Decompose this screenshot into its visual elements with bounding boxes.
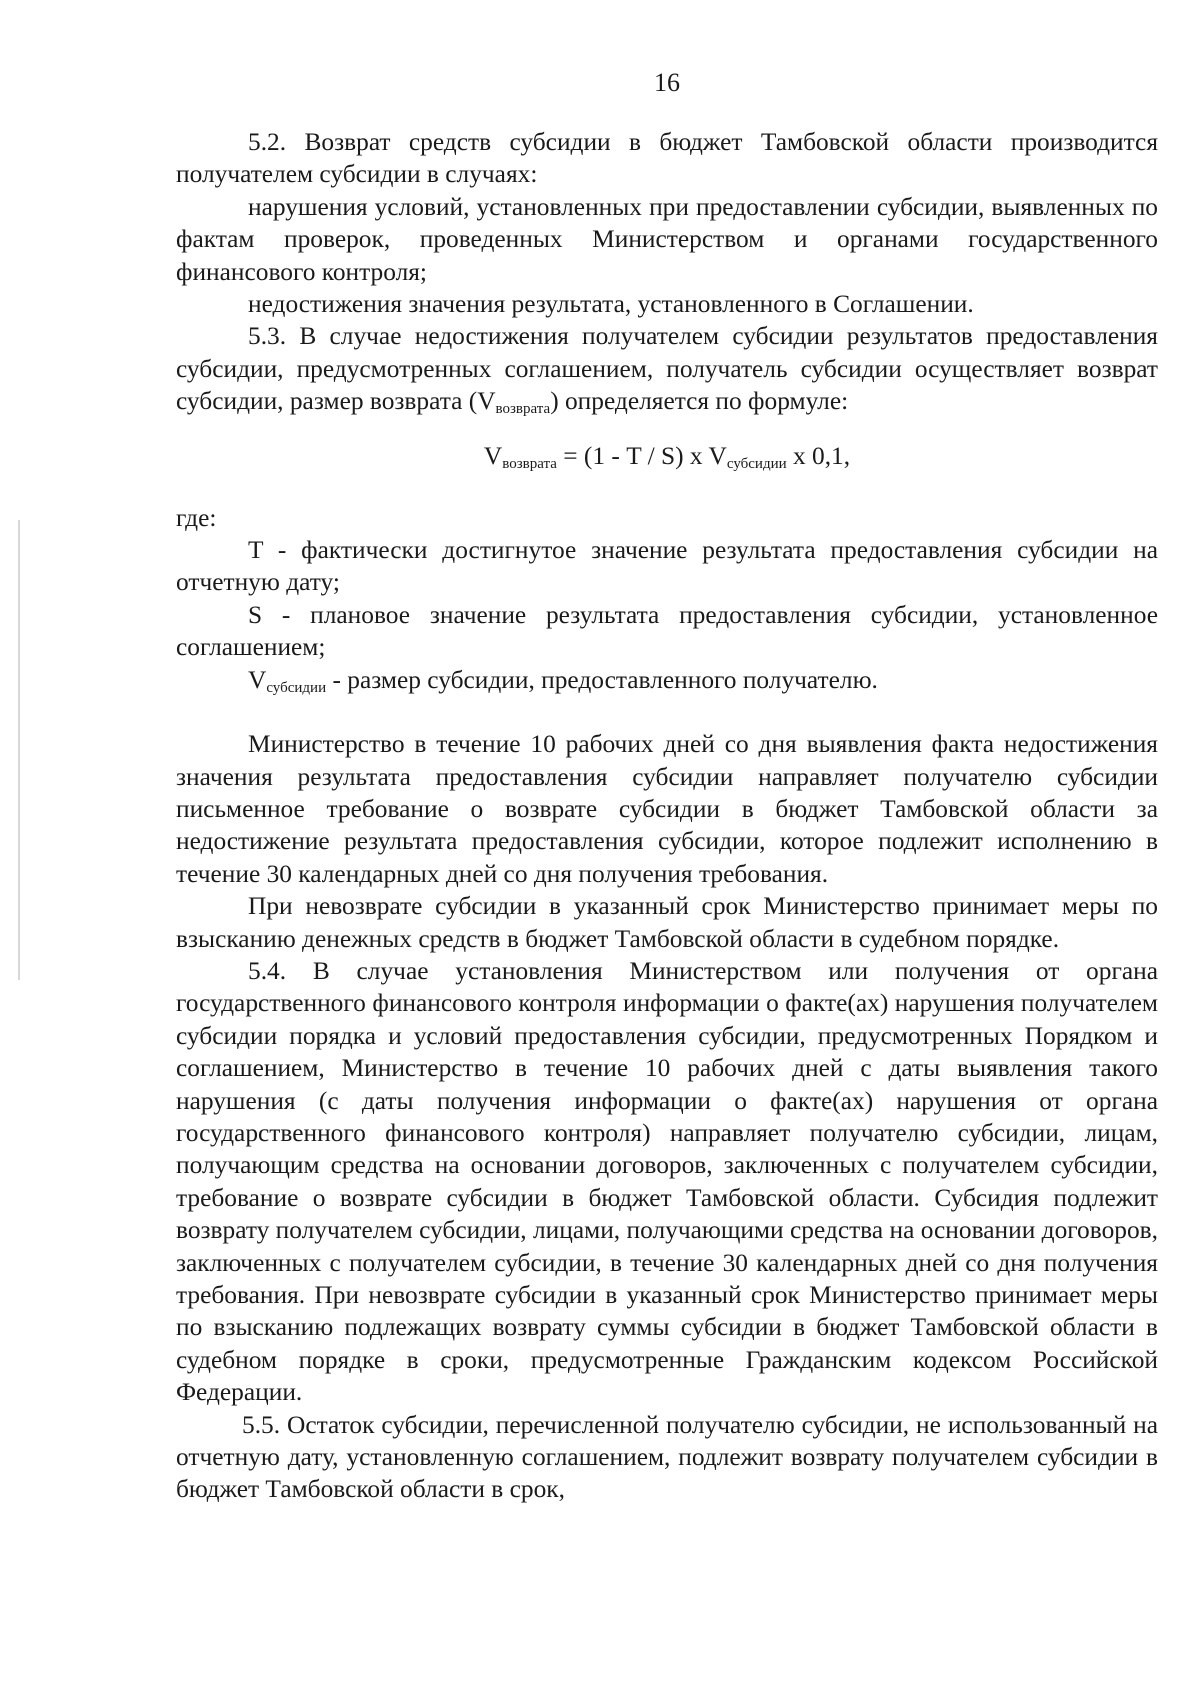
paragraph-5-2-item-violation: нарушения условий, установленных при предоставлении субсидии, выявленных по фактам проверок, проведенных Министерством и органами государственного финансового контроля; — [176, 192, 1158, 286]
formula-lhs-sub: возврата — [502, 455, 557, 472]
document-page — [176, 68, 1158, 1668]
where-label: где: — [176, 503, 217, 532]
paragraph-5-3-subscript: возврата — [495, 401, 551, 418]
paragraph-5-3-end: ) определяется по формуле: — [550, 387, 849, 416]
paragraph-5-5: 5.5. Остаток субсидии, перечисленной получателю субсидии, не использованный на отчетную дату, установленную соглашением, подлежит возврату получателем субсидии в бюджет Тамбовской области в срок, — [176, 1410, 1158, 1504]
spacer — [176, 696, 1158, 728]
paragraph-5-3-text: 5.3. В случае недостижения получателем субсидии результатов предоставления субсидии, предусмотренных соглашением, получатель субсидии осуществляет возврат субсидии, размер возврата (V — [176, 322, 1158, 416]
paragraph-5-2: 5.2. Возврат средств субсидии в бюджет Тамбовской области производится получателем субсидии в случаях: — [176, 128, 1158, 189]
definition-t: T - фактически достигнутое значение результата предоставления субсидии на отчетную дату; — [176, 536, 1158, 597]
formula — [176, 440, 1158, 472]
page-number: 16 — [654, 68, 680, 97]
definition-v-text: - размер субсидии, предоставленного получателю. — [326, 665, 878, 694]
paragraph-5-2-item-nonachievement: недостижения значения результата, установленного в Соглашении. — [248, 290, 974, 319]
formula-tail: x 0,1, — [786, 441, 851, 470]
definition-v — [176, 664, 1158, 696]
definition-s: S - плановое значение результата предоставления субсидии, установленное соглашением; — [176, 600, 1158, 662]
definition-v-sub: субсидии — [266, 679, 327, 696]
paragraph-ministry-notice: Министерство в течение 10 рабочих дней со дня выявления факта недостижения значения результата предоставления субсидии направляет получателю субсидии письменное требование о возврате субсидии в бюджет Тамбовской области за недостижение результата предоставления субсидии, которое подлежит исполнению в течение 30 календарных дней со дня получения требования. — [176, 730, 1158, 888]
formula-lhs-var: V — [483, 441, 503, 470]
definition-v-var: V — [248, 665, 267, 694]
scan-margin-mark — [18, 520, 20, 980]
formula-middle: = (1 - T / S) x V — [556, 441, 727, 470]
formula-rhs-sub: субсидии — [726, 455, 787, 472]
paragraph-5-3 — [176, 320, 1158, 417]
paragraph-5-4: 5.4. В случае установления Министерством или получения от органа государственного финансового контроля информации о факте(ах) нарушения получателем субсидии порядка и условий предоставления субсидии, предусмотренных Порядком и соглашением, Министерство в течение 10 рабочих дней с даты выявления такого нарушения (с даты получения информации о факте(ах) нарушения от органа государственного финансового контроля) направляет получателю субсидии, лицам, получающим средства на основании договоров, заключенных с получателем субсидии, требование о возврате субсидии в бюджет Тамбовской области. Субсидия подлежит возврату получателем субсидии, лицами, получающими средства на основании договоров, заключенных с получателем субсидии, в течение 30 календарных дней со дня получения требования. При невозврате субсидии в указанный срок Министерство принимает меры по взысканию подлежащих возврату суммы субсидии в бюджет Тамбовской области в судебном порядке в сроки, предусмотренные Гражданским кодексом Российской Федерации. — [176, 956, 1158, 1407]
paragraph-nonreturn: При невозврате субсидии в указанный срок Министерство принимает меры по взысканию денежных средств в бюджет Тамбовской области в судебном порядке. — [176, 892, 1158, 953]
